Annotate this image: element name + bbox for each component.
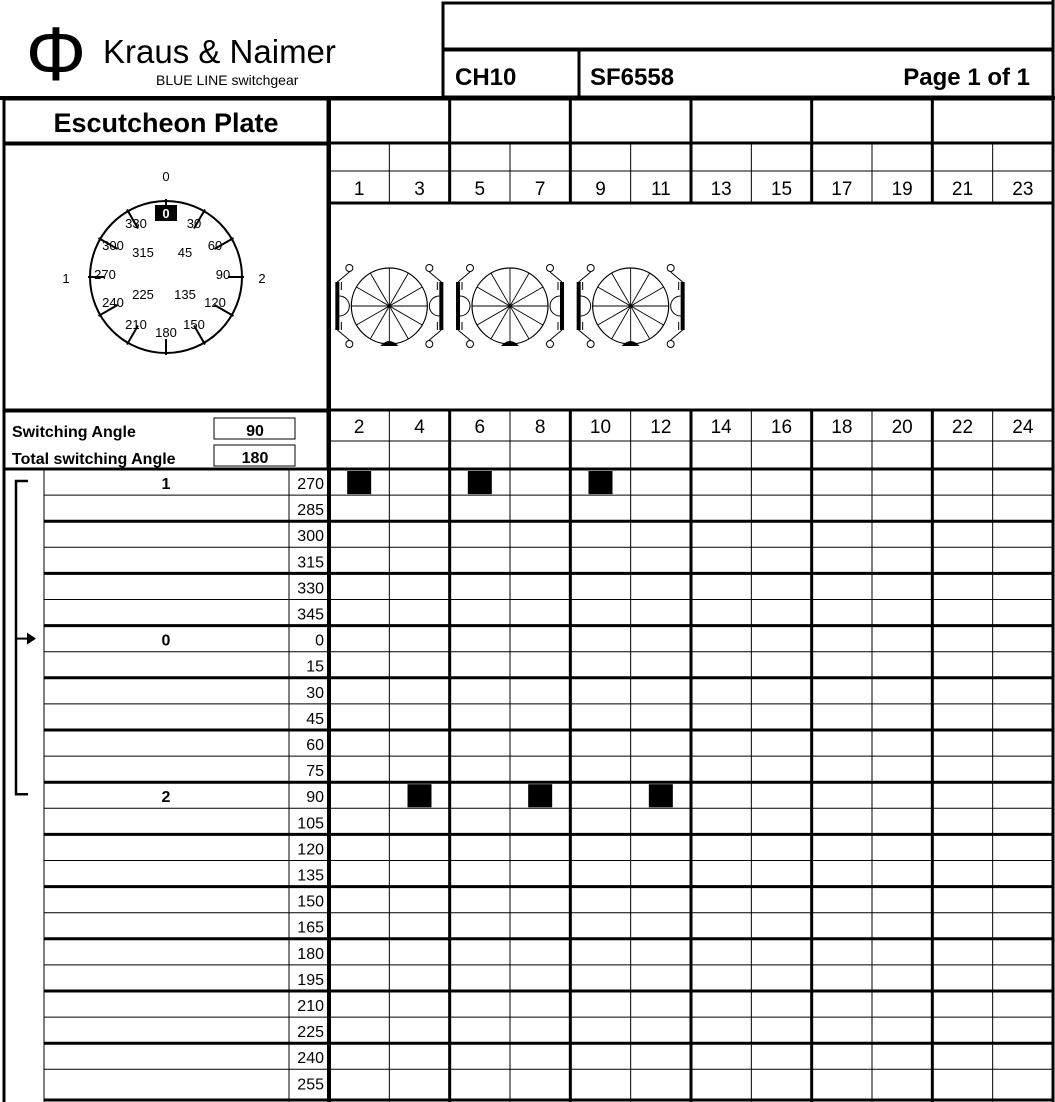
article-code: SF6558: [590, 64, 675, 91]
dial-angle-330: 330: [125, 216, 147, 231]
dial-angle-180: 180: [155, 325, 177, 340]
series-code: CH10: [455, 64, 517, 91]
terminal-point: [547, 341, 554, 348]
cam-notch: [501, 341, 519, 346]
terminal-top-19: 19: [891, 179, 913, 200]
terminal-point: [426, 265, 433, 272]
terminal-point: [667, 341, 674, 348]
angle-label: 150: [297, 893, 324, 911]
dial-angle-60: 60: [207, 238, 223, 253]
terminal-lead: [579, 330, 591, 340]
angle-label: 30: [306, 684, 324, 702]
total-switching-angle-label: Total switching Angle: [12, 451, 176, 468]
contact-bar: [439, 282, 443, 330]
off-position-arrowhead: [27, 633, 36, 645]
closed-contact-mark: [468, 471, 492, 494]
brand-tagline: BLUE LINE switchgear: [156, 72, 299, 88]
contact-arc: [339, 296, 349, 316]
dial-angle-135: 135: [174, 287, 196, 302]
dial-angle-240: 240: [102, 295, 124, 310]
terminal-point: [426, 341, 433, 348]
angle-label: 15: [306, 658, 324, 676]
contact-bar: [681, 282, 685, 330]
angle-label: 315: [297, 554, 324, 572]
terminal-top-1: 1: [353, 179, 365, 200]
terminal-lead: [337, 330, 349, 340]
angle-label: 60: [306, 737, 324, 754]
terminal-point: [587, 341, 594, 348]
dial-angle-300: 300: [102, 238, 124, 253]
position-label: 2: [161, 789, 171, 807]
total-switching-angle-value: 180: [241, 450, 269, 467]
terminal-bottom-6: 6: [474, 417, 486, 438]
angle-label: 255: [297, 1076, 324, 1094]
switching-diagram: [4, 469, 1053, 1102]
terminal-bottom-2: 2: [353, 417, 365, 438]
position-label: 0: [161, 632, 171, 650]
contact-arc: [550, 296, 560, 316]
terminal-top-15: 15: [770, 179, 793, 200]
closed-contact-mark: [347, 471, 371, 494]
angle-label: 225: [297, 1024, 324, 1042]
terminal-top-17: 17: [831, 179, 853, 200]
terminal-top-9: 9: [595, 179, 606, 200]
terminal-point: [667, 265, 674, 272]
terminal-lead: [337, 272, 349, 282]
dial-outer-label-0: 0: [162, 169, 170, 184]
angle-label: 345: [297, 606, 324, 624]
section-title: Escutcheon Plate: [53, 108, 279, 138]
terminal-bottom-16: 16: [770, 417, 793, 438]
terminal-bottom-4: 4: [414, 417, 425, 438]
terminal-lead: [579, 272, 591, 282]
terminal-lead: [671, 272, 683, 282]
dial-outer-label-1: 1: [62, 271, 70, 286]
brand-symbol: Φ: [25, 12, 87, 97]
dial-angle-210: 210: [125, 317, 147, 332]
terminal-top-23: 23: [1012, 179, 1034, 200]
dial-outer-label-2: 2: [258, 271, 266, 286]
angle-label: 240: [297, 1050, 324, 1068]
switching-angle-label: Switching Angle: [12, 424, 136, 441]
terminal-point: [346, 265, 353, 272]
terminal-top-3: 3: [414, 179, 425, 200]
contact-bar: [456, 282, 460, 330]
terminal-point: [467, 265, 474, 272]
terminal-lead: [458, 330, 470, 340]
dial-angle-90: 90: [215, 267, 231, 282]
angle-label: 300: [297, 528, 324, 546]
dial-angle-30: 30: [186, 216, 202, 231]
escutcheon-dial: [62, 169, 265, 355]
angle-label: 180: [297, 945, 324, 963]
contact-arc: [460, 296, 470, 316]
dial-angle-120: 120: [204, 295, 226, 310]
angle-label: 210: [297, 998, 324, 1015]
angle-label: 270: [297, 476, 324, 493]
terminal-bottom-22: 22: [951, 417, 974, 438]
dial-angle-150: 150: [183, 317, 205, 332]
terminal-point: [346, 341, 353, 348]
switching-angle-value: 90: [246, 423, 264, 440]
cam-notch: [622, 341, 640, 346]
left-panel-frame: [4, 99, 328, 469]
contact-arc: [429, 296, 439, 316]
angle-label: 195: [297, 971, 324, 989]
dial-angle-270: 270: [94, 267, 116, 282]
contact-schematic: [335, 265, 684, 348]
contact-arc: [671, 296, 681, 316]
terminal-lead: [550, 272, 562, 282]
brand-logo: [26, 12, 336, 97]
angle-label: 45: [306, 710, 324, 728]
angle-label: 90: [306, 789, 324, 807]
terminal-bottom-12: 12: [650, 417, 672, 438]
contact-arc: [581, 296, 591, 316]
terminal-point: [587, 265, 594, 272]
dial-angle-315: 315: [132, 245, 154, 260]
terminal-lead: [429, 272, 441, 282]
terminal-bottom-8: 8: [534, 417, 546, 438]
contact-bar: [560, 282, 564, 330]
brand-name: Kraus & Naimer: [103, 33, 336, 70]
closed-contact-mark: [589, 471, 613, 494]
terminal-lead: [550, 330, 562, 340]
page-indicator: Page 1 of 1: [903, 64, 1030, 91]
dial-angle-45: 45: [177, 245, 193, 260]
angle-label: 120: [297, 841, 324, 859]
contact-stage-2: [456, 265, 564, 348]
terminal-top-5: 5: [474, 179, 486, 200]
terminal-point: [547, 265, 554, 272]
contact-stage-1: [335, 265, 443, 348]
angle-label: 165: [297, 919, 324, 937]
dial-position-0: 0: [162, 206, 170, 221]
cam-notch: [380, 341, 398, 346]
angle-label: 330: [297, 580, 324, 598]
angle-label: 75: [306, 763, 324, 781]
closed-contact-mark: [408, 784, 432, 807]
terminal-top-7: 7: [534, 179, 546, 200]
terminal-top-11: 11: [650, 179, 671, 200]
terminal-bottom-20: 20: [891, 417, 913, 438]
contact-stage-3: [577, 265, 685, 348]
angle-label: 135: [297, 867, 324, 885]
closed-contact-mark: [649, 784, 673, 807]
terminal-point: [467, 341, 474, 348]
contact-bar: [335, 282, 339, 330]
terminal-bottom-18: 18: [831, 417, 853, 438]
closed-contact-mark: [528, 784, 552, 807]
terminal-top-21: 21: [951, 179, 974, 200]
terminal-lead: [429, 330, 441, 340]
contact-bar: [577, 282, 581, 330]
dial-angle-225: 225: [132, 287, 154, 302]
terminal-top-13: 13: [710, 179, 732, 200]
terminal-lead: [671, 330, 683, 340]
terminal-bottom-10: 10: [589, 417, 612, 438]
terminal-bottom-14: 14: [710, 417, 732, 438]
position-label: 1: [161, 476, 171, 493]
terminal-lead: [458, 272, 470, 282]
terminal-bottom-24: 24: [1012, 417, 1034, 438]
angle-label: 0: [315, 632, 324, 650]
angle-label: 105: [297, 815, 324, 833]
angle-label: 285: [297, 502, 324, 520]
